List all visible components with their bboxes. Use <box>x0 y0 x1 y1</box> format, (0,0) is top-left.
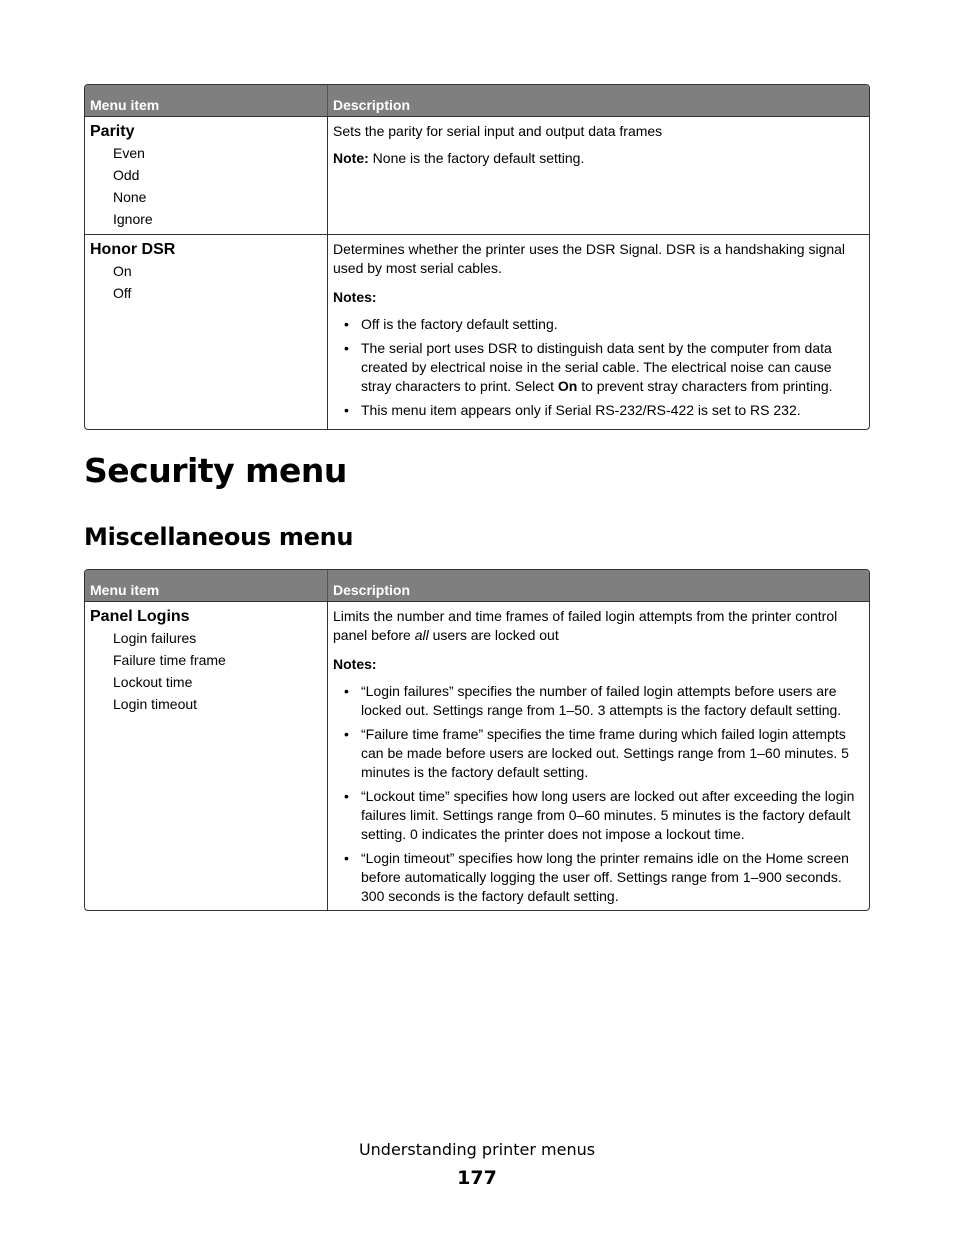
description-header: Description <box>328 570 869 601</box>
notes-label: Notes: <box>333 656 377 672</box>
bullet-icon: • <box>344 316 349 332</box>
table-row <box>85 116 869 234</box>
note-text: “Login timeout” specifies how long the printer remains idle on the Home screen before automatically logging the user off. Settings range from 1–900 seconds. 300 seconds is the factory default setting. <box>361 850 849 904</box>
section-title: Security menu <box>84 451 347 490</box>
note-text: The serial port uses DSR to distinguish data sent by the computer from data created by electrical noise in the serial cable. The electrical noise can cause stray characters to print. Select <box>361 340 832 394</box>
footer-chapter-title: Understanding printer menus <box>358 1140 596 1159</box>
table-header-row <box>85 570 869 601</box>
option-on-keyword: On <box>557 378 578 394</box>
menu-option: Off <box>113 285 132 301</box>
notes-list <box>333 682 864 906</box>
bullet-icon: • <box>344 726 349 742</box>
table-row <box>85 234 869 429</box>
menu-option: On <box>113 263 132 279</box>
menu-option: Login timeout <box>113 696 198 712</box>
note-text: Off is the factory default setting. <box>361 316 558 332</box>
description-header: Description <box>328 85 869 116</box>
description-text <box>333 607 864 645</box>
description-text-start: Limits the number and time frames of failed login attempts from the printer control panel before <box>333 608 838 643</box>
description-text: Sets the parity for serial input and output data frames <box>333 123 663 139</box>
miscellaneous-menu-table <box>84 569 870 911</box>
note-text: to prevent stray characters from printing. <box>577 378 833 394</box>
list-item <box>333 315 864 334</box>
list-item <box>333 725 864 782</box>
bullet-icon: • <box>344 340 349 356</box>
menu-item-title: Panel Logins <box>90 608 190 625</box>
description-cell <box>328 116 869 234</box>
note-text: “Failure time frame” specifies the time frame during which failed login attempts can be made before users are locked out. Settings range from 1–60 minutes. 5 minutes is the factory default setting. <box>361 726 849 780</box>
menu-item-header: Menu item <box>85 570 328 601</box>
description-emphasis: all <box>414 627 429 643</box>
description-text-end: users are locked out <box>428 627 559 643</box>
description-cell <box>328 234 869 429</box>
menu-item-cell <box>85 116 328 234</box>
list-item <box>333 849 864 906</box>
note-label: Note: <box>333 150 369 166</box>
serial-menu-table <box>84 84 870 430</box>
list-item <box>333 401 864 420</box>
note-paragraph <box>333 149 864 168</box>
subsection-title: Miscellaneous menu <box>84 523 354 551</box>
note-text: This menu item appears only if Serial RS-232/RS-422 is set to RS 232. <box>361 402 801 418</box>
menu-option: Failure time frame <box>113 652 226 668</box>
bullet-icon: • <box>344 788 349 804</box>
notes-list <box>333 315 864 420</box>
description-cell <box>328 601 869 910</box>
bullet-icon: • <box>344 850 349 866</box>
menu-option: Ignore <box>113 211 153 227</box>
list-item <box>333 339 864 396</box>
list-item <box>333 682 864 720</box>
menu-option: Even <box>113 145 145 161</box>
notes-label: Notes: <box>333 289 377 305</box>
note-text: “Lockout time” specifies how long users are locked out after exceeding the login failures limit. Settings range from 0–60 minutes. 5 minutes is the factory default setting. 0 indicates the printer does not impose a lockout time. <box>361 788 855 842</box>
menu-option: None <box>113 189 147 205</box>
table-row <box>85 601 869 910</box>
menu-item-cell <box>85 601 328 910</box>
menu-item-title: Parity <box>90 123 135 140</box>
menu-item-title: Honor DSR <box>90 241 176 258</box>
note-text: None is the factory default setting. <box>368 150 585 166</box>
note-text: “Login failures” specifies the number of failed login attempts before users are locked out. Settings range from 1–50. 3 attempts is the factory default setting. <box>361 683 842 718</box>
table-header-row <box>85 85 869 116</box>
menu-option: Lockout time <box>113 674 193 690</box>
list-item <box>333 787 864 844</box>
description-text: Determines whether the printer uses the DSR Signal. DSR is a handshaking signal used by most serial cables. <box>333 241 846 276</box>
menu-item-header: Menu item <box>85 85 328 116</box>
menu-option: Odd <box>113 167 140 183</box>
page-number: 177 <box>457 1167 497 1189</box>
menu-item-cell <box>85 234 328 429</box>
bullet-icon: • <box>344 683 349 699</box>
bullet-icon: • <box>344 402 349 418</box>
menu-option: Login failures <box>113 630 197 646</box>
